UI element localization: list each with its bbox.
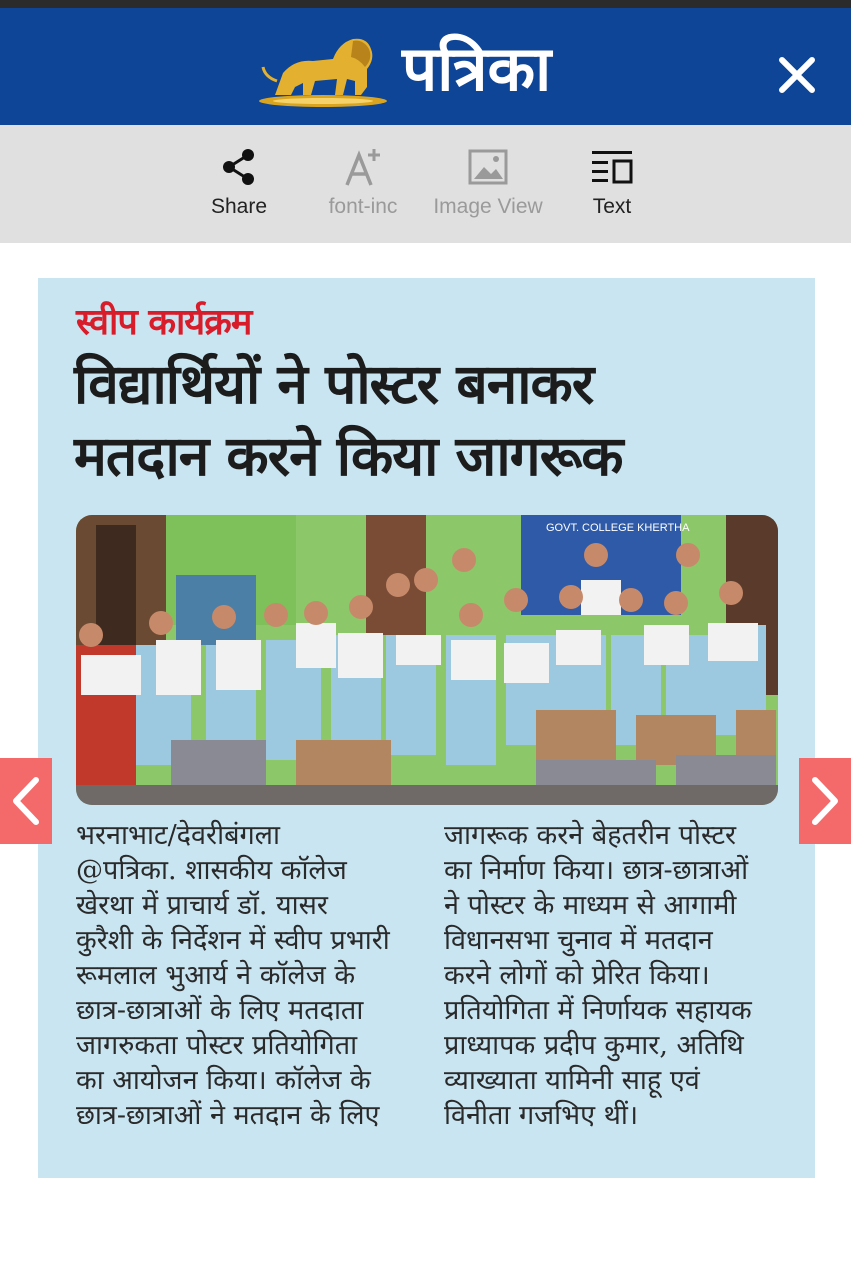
column-1-line: रूमलाल भुआर्य ने कॉलेज के — [76, 960, 356, 991]
share-label: Share — [210, 195, 268, 218]
close-icon[interactable] — [770, 48, 824, 102]
headline-line-1: विद्यार्थियों ने पोस्टर बनाकर — [74, 352, 594, 416]
previous-page-button[interactable] — [0, 758, 52, 844]
status-bar — [0, 0, 851, 8]
news-clipping — [38, 278, 815, 1178]
patrika-logo — [255, 28, 625, 110]
chevron-left-icon — [0, 758, 52, 844]
column-1-line: कुरैशी के निर्देशन में स्वीप प्रभारी — [76, 925, 390, 956]
app-header — [0, 8, 851, 125]
article-photo — [76, 515, 778, 805]
image-view-label: Image View — [433, 195, 543, 218]
article-column-2 — [444, 818, 784, 1133]
column-2-line: ने पोस्टर के माध्यम से आगामी — [444, 890, 737, 921]
column-2-line: प्रतियोगिता में निर्णायक सहायक — [444, 995, 752, 1026]
headline-line-2: मतदान करने किया जागरूक — [74, 424, 623, 488]
column-1-line: @पत्रिका. शासकीय कॉलेज — [76, 855, 347, 886]
column-1-line: छात्र-छात्राओं के लिए मतदाता — [76, 995, 364, 1026]
text-view-icon — [590, 148, 634, 186]
photo-banner-text: GOVT. COLLEGE KHERTHA — [546, 522, 690, 534]
article-kicker: स्वीप कार्यक्रम — [76, 302, 252, 343]
lion-logo-icon — [255, 29, 390, 109]
brand-name: पत्रिका — [402, 32, 552, 105]
article-column-1 — [76, 818, 412, 1133]
column-1-line: जागरुकता पोस्टर प्रतियोगिता — [76, 1030, 358, 1061]
column-2-line: का निर्माण किया। छात्र-छात्राओं — [444, 855, 749, 886]
share-button[interactable] — [204, 147, 274, 219]
share-icon — [221, 148, 257, 186]
column-1-line: का आयोजन किया। कॉलेज के — [76, 1065, 371, 1096]
column-2-line: जागरूक करने बेहतरीन पोस्टर — [444, 820, 737, 851]
font-increase-icon — [343, 147, 383, 187]
column-2-line: प्राध्यापक प्रदीप कुमार, अतिथि — [444, 1030, 744, 1061]
font-increase-label: font-inc — [328, 195, 398, 218]
column-2-line: विधानसभा चुनाव में मतदान — [444, 925, 713, 956]
column-1-line: खेरथा में प्राचार्य डॉ. यासर — [76, 890, 328, 921]
text-view-button[interactable] — [584, 147, 640, 219]
column-2-line: व्याख्याता यामिनी साहू एवं — [444, 1065, 700, 1096]
column-1-line: छात्र-छात्राओं ने मतदान के लिए — [76, 1100, 380, 1131]
column-1-line: भरनाभाट/देवरीबंगला — [76, 820, 280, 851]
image-icon — [468, 149, 508, 185]
font-increase-button[interactable] — [318, 147, 408, 219]
reader-toolbar — [0, 125, 851, 243]
article-headline — [74, 348, 794, 492]
text-view-label: Text — [592, 195, 632, 218]
next-page-button[interactable] — [799, 758, 851, 844]
chevron-right-icon — [799, 758, 851, 844]
column-2-line: करने लोगों को प्रेरित किया। — [444, 960, 710, 991]
column-2-line: विनीता गजभिए थीं। — [444, 1100, 639, 1131]
image-view-button[interactable] — [424, 147, 552, 219]
